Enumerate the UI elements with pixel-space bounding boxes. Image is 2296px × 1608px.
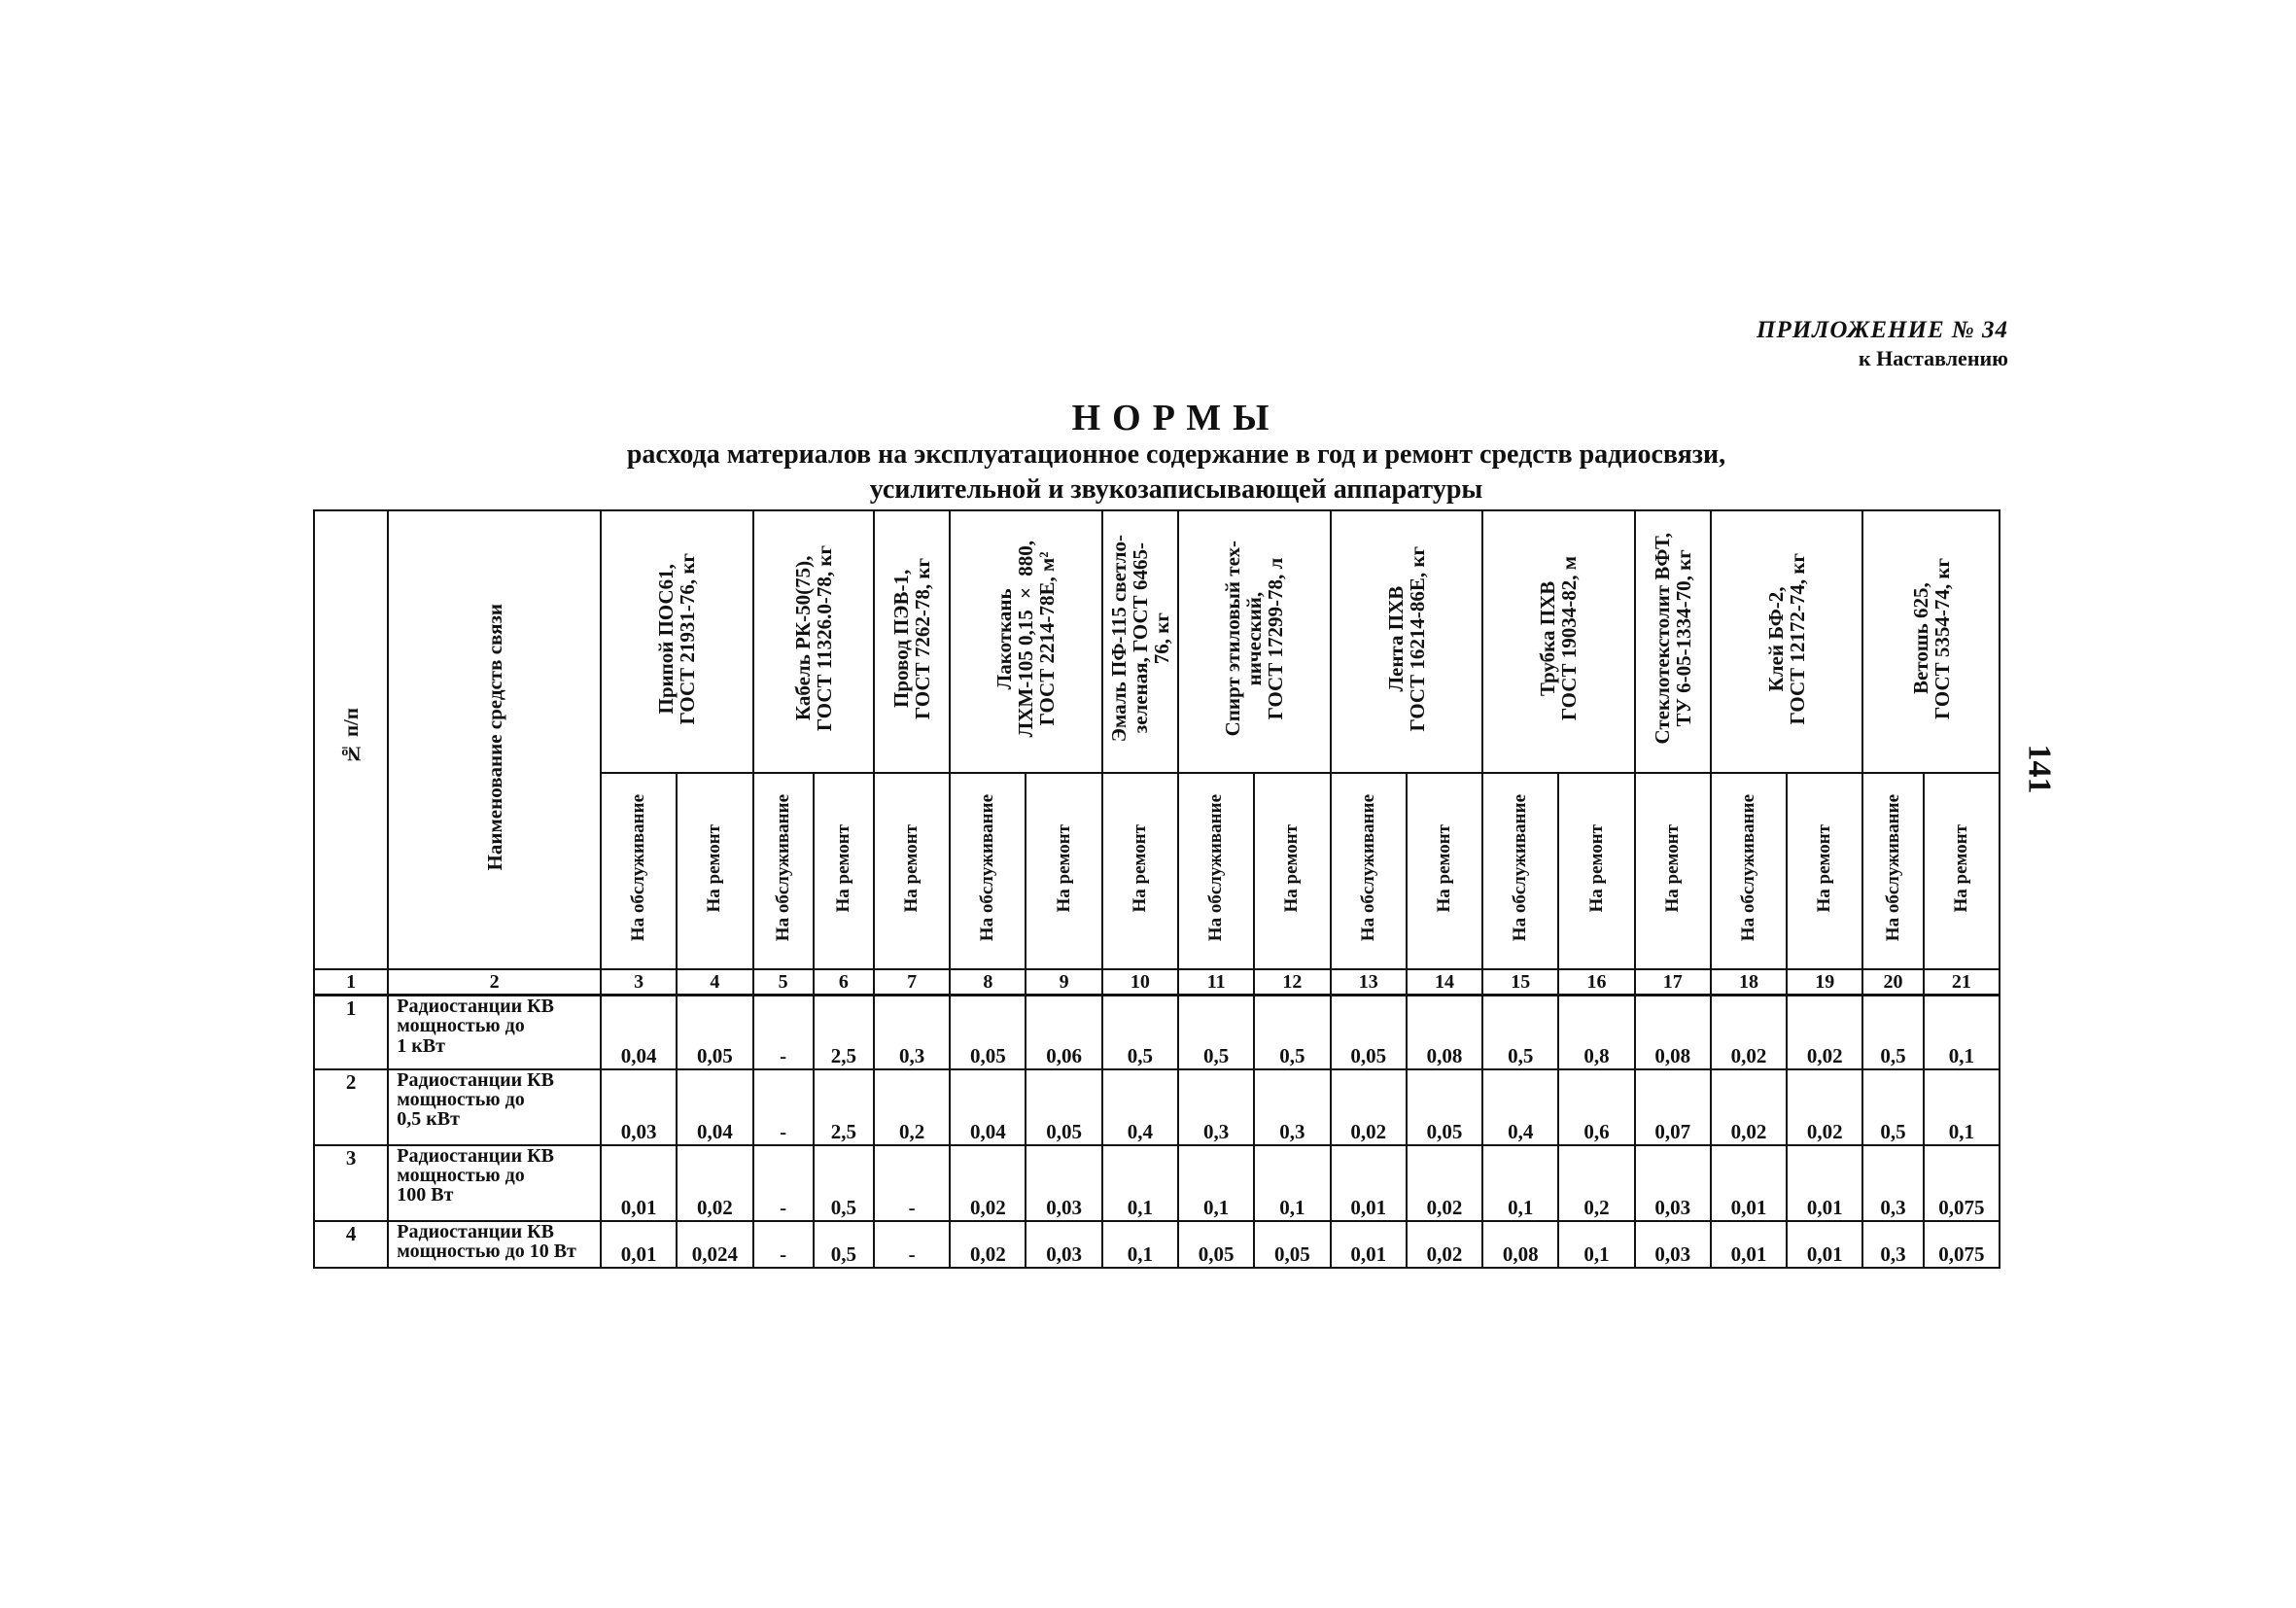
- norm-value: 0,5: [1482, 996, 1558, 1069]
- sub-header: На обслуживание: [1331, 773, 1407, 969]
- material-header: Спирт этиловый тех- нический, ГОСТ 17299-78, л: [1178, 510, 1331, 773]
- norm-value: 0,02: [677, 1145, 752, 1221]
- norm-value: -: [753, 1221, 814, 1268]
- column-number: 13: [1331, 969, 1407, 996]
- column-number: 5: [753, 969, 814, 996]
- sub-header: На обслуживание: [950, 773, 1026, 969]
- column-number: 10: [1102, 969, 1178, 996]
- table-body: [314, 996, 2000, 1268]
- row-number: 3: [314, 1145, 388, 1221]
- column-number: 9: [1026, 969, 1101, 996]
- norm-value: 0,05: [1407, 1069, 1482, 1145]
- norm-value: 0,02: [1711, 996, 1787, 1069]
- equipment-name: [388, 1145, 601, 1221]
- norm-value: 0,075: [1924, 1145, 2000, 1221]
- column-number: 2: [388, 969, 601, 996]
- equipment-name-line: мощностью до: [397, 1164, 525, 1186]
- norm-value: -: [753, 1145, 814, 1221]
- sub-header: На ремонт: [1102, 773, 1178, 969]
- equipment-name: [388, 1221, 601, 1268]
- norm-value: 0,02: [1711, 1069, 1787, 1145]
- equipment-name-line: мощностью до 10 Вт: [397, 1240, 576, 1262]
- norm-value: 0,1: [1178, 1145, 1254, 1221]
- material-header: Эмаль ПФ-115 светло- зеленая, ГОСТ 6465- 76, кг: [1102, 510, 1178, 773]
- appendix-subtitle: к Наставлению: [1859, 346, 2008, 370]
- equipment-name-line: Радиостанции КВ: [397, 1068, 554, 1091]
- sub-header: На ремонт: [1407, 773, 1482, 969]
- table-row: [314, 1221, 2000, 1268]
- appendix-title: ПРИЛОЖЕНИЕ № 34: [1757, 317, 2008, 343]
- norm-value: 0,02: [1407, 1221, 1482, 1268]
- sub-header: На ремонт: [1558, 773, 1634, 969]
- norm-value: 0,075: [1924, 1221, 2000, 1268]
- norm-value: -: [753, 996, 814, 1069]
- norm-value: 0,07: [1635, 1069, 1711, 1145]
- norm-value: 0,03: [1026, 1221, 1101, 1268]
- norm-value: 0,2: [1558, 1145, 1634, 1221]
- sub-header: На ремонт: [814, 773, 874, 969]
- material-header: Провод ПЭВ-1, ГОСТ 7262-78, кг: [874, 510, 950, 773]
- column-number: 8: [950, 969, 1026, 996]
- sub-header: На ремонт: [1924, 773, 2000, 969]
- norm-value: 0,3: [1862, 1145, 1923, 1221]
- column-number: 16: [1558, 969, 1634, 996]
- norm-value: 0,03: [601, 1069, 677, 1145]
- norm-value: 0,5: [1178, 996, 1254, 1069]
- norm-value: 0,5: [814, 1221, 874, 1268]
- sub-header: На обслуживание: [1862, 773, 1923, 969]
- norm-value: 0,1: [1924, 996, 2000, 1069]
- header-name: Наименование средств связи: [388, 510, 601, 969]
- material-header: Кабель РК-50(75), ГОСТ 11326.0-78, кг: [753, 510, 874, 773]
- material-header: Трубка ПХВ ГОСТ 19034-82, м: [1482, 510, 1635, 773]
- document-title: НОРМЫ: [1071, 398, 1281, 438]
- norm-value: 0,02: [1787, 996, 1862, 1069]
- sub-header: На ремонт: [677, 773, 752, 969]
- column-number: 19: [1787, 969, 1862, 996]
- norm-value: 2,5: [814, 1069, 874, 1145]
- norm-value: 0,03: [1635, 1221, 1711, 1268]
- sub-header: На ремонт: [1026, 773, 1101, 969]
- column-number: 3: [601, 969, 677, 996]
- column-number: 15: [1482, 969, 1558, 996]
- norm-value: 0,02: [950, 1221, 1026, 1268]
- norm-value: 0,01: [1711, 1221, 1787, 1268]
- sub-header: На обслуживание: [753, 773, 814, 969]
- row-number: 2: [314, 1069, 388, 1145]
- material-header: Стеклотекстолит ВФТ, ТУ 6-05-1334-70, кг: [1635, 510, 1711, 773]
- norm-value: 0,3: [874, 996, 950, 1069]
- sub-header: На ремонт: [1787, 773, 1862, 969]
- sub-header: На обслуживание: [1178, 773, 1254, 969]
- column-number: 18: [1711, 969, 1787, 996]
- norm-value: 0,024: [677, 1221, 752, 1268]
- norm-value: 0,03: [1026, 1145, 1101, 1221]
- norm-value: 0,08: [1635, 996, 1711, 1069]
- norm-value: 0,1: [1558, 1221, 1634, 1268]
- norm-value: 0,8: [1558, 996, 1634, 1069]
- equipment-name-line: 1 кВт: [397, 1034, 445, 1057]
- norm-value: 0,01: [601, 1221, 677, 1268]
- norm-value: 0,01: [1331, 1145, 1407, 1221]
- norm-value: 0,1: [1482, 1145, 1558, 1221]
- column-number: 21: [1924, 969, 2000, 996]
- sub-header: На обслуживание: [1482, 773, 1558, 969]
- norm-value: 0,05: [1026, 1069, 1101, 1145]
- norm-value: 0,05: [950, 996, 1026, 1069]
- norm-value: 0,03: [1635, 1145, 1711, 1221]
- norm-value: 0,05: [1254, 1221, 1330, 1268]
- column-number: 20: [1862, 969, 1923, 996]
- sub-header: На ремонт: [1254, 773, 1330, 969]
- equipment-name-line: Радиостанции КВ: [397, 1220, 554, 1242]
- column-number: 6: [814, 969, 874, 996]
- equipment-name-line: мощностью до: [397, 1015, 525, 1037]
- equipment-name: [388, 1069, 601, 1145]
- norm-value: 0,5: [1862, 1069, 1923, 1145]
- norms-table: [313, 509, 2000, 1269]
- norm-value: 0,3: [1862, 1221, 1923, 1268]
- sub-header: На ремонт: [874, 773, 950, 969]
- column-number: 4: [677, 969, 752, 996]
- equipment-name-line: Радиостанции КВ: [397, 1144, 554, 1167]
- material-header: Припой ПОС61, ГОСТ 21931-76, кг: [601, 510, 753, 773]
- norm-value: 0,1: [1254, 1145, 1330, 1221]
- norm-value: 0,02: [1331, 1069, 1407, 1145]
- column-number: 14: [1407, 969, 1482, 996]
- norm-value: 0,02: [1407, 1145, 1482, 1221]
- material-header: Лакоткань ЛХМ-105 0,15 × 880, ГОСТ 2214-78Е, м²: [950, 510, 1102, 773]
- sub-header: На ремонт: [1635, 773, 1711, 969]
- norm-value: 0,02: [1787, 1069, 1862, 1145]
- norm-value: 0,01: [1787, 1145, 1862, 1221]
- table-row: [314, 1145, 2000, 1221]
- norm-value: 0,1: [1102, 1145, 1178, 1221]
- norm-value: 0,01: [1711, 1145, 1787, 1221]
- norm-value: 0,04: [950, 1069, 1026, 1145]
- norm-value: 0,3: [1254, 1069, 1330, 1145]
- equipment-name-line: 100 Вт: [397, 1184, 454, 1206]
- norm-value: 0,05: [1178, 1221, 1254, 1268]
- column-number: 12: [1254, 969, 1330, 996]
- sub-header: На обслуживание: [1711, 773, 1787, 969]
- material-header: Лента ПХВ ГОСТ 16214-86Е, кг: [1331, 510, 1483, 773]
- material-header: Клей БФ-2, ГОСТ 12172-74, кг: [1711, 510, 1863, 773]
- row-number: 4: [314, 1221, 388, 1268]
- column-number: 1: [314, 969, 388, 996]
- norm-value: -: [874, 1221, 950, 1268]
- norm-value: 0,08: [1407, 996, 1482, 1069]
- equipment-name: [388, 996, 601, 1069]
- norm-value: 0,01: [601, 1145, 677, 1221]
- norm-value: 0,05: [677, 996, 752, 1069]
- appendix-block: [1757, 317, 2008, 371]
- document-subtitle-line2: усилительной и звукозаписывающей аппаратуры: [869, 474, 1483, 505]
- norm-value: 0,1: [1102, 1221, 1178, 1268]
- norm-value: 0,1: [1924, 1069, 2000, 1145]
- equipment-name-line: мощностью до: [397, 1088, 525, 1110]
- sub-header: На обслуживание: [601, 773, 677, 969]
- table-row: [314, 996, 2000, 1069]
- norm-value: -: [753, 1069, 814, 1145]
- norm-value: 0,5: [814, 1145, 874, 1221]
- norm-value: 0,4: [1482, 1069, 1558, 1145]
- norm-value: 0,05: [1331, 996, 1407, 1069]
- norm-value: 0,3: [1178, 1069, 1254, 1145]
- norm-value: 0,6: [1558, 1069, 1634, 1145]
- norm-value: 2,5: [814, 996, 874, 1069]
- equipment-name-line: Радиостанции КВ: [397, 996, 554, 1017]
- column-number: 11: [1178, 969, 1254, 996]
- header-no: № п/п: [314, 510, 388, 969]
- table-row: [314, 1069, 2000, 1145]
- row-number: 1: [314, 996, 388, 1069]
- norm-value: 0,01: [1331, 1221, 1407, 1268]
- norm-value: 0,2: [874, 1069, 950, 1145]
- norm-value: 0,5: [1862, 996, 1923, 1069]
- material-header: Ветошь 625, ГОСТ 5354-74, кг: [1862, 510, 2000, 773]
- page-number: 141: [2021, 744, 2058, 794]
- norm-value: 0,04: [677, 1069, 752, 1145]
- equipment-name-line: 0,5 кВт: [397, 1108, 460, 1131]
- column-number: 17: [1635, 969, 1711, 996]
- norm-value: 0,5: [1102, 996, 1178, 1069]
- norm-value: -: [874, 1145, 950, 1221]
- norm-value: 0,06: [1026, 996, 1101, 1069]
- column-number: 7: [874, 969, 950, 996]
- norm-value: 0,02: [950, 1145, 1026, 1221]
- norm-value: 0,01: [1787, 1221, 1862, 1268]
- document-subtitle-line1: расхода материалов на эксплуатационное содержание в год и ремонт средств радиосвязи,: [626, 439, 1726, 470]
- norm-value: 0,04: [601, 996, 677, 1069]
- norm-value: 0,5: [1254, 996, 1330, 1069]
- norm-value: 0,4: [1102, 1069, 1178, 1145]
- norm-value: 0,08: [1482, 1221, 1558, 1268]
